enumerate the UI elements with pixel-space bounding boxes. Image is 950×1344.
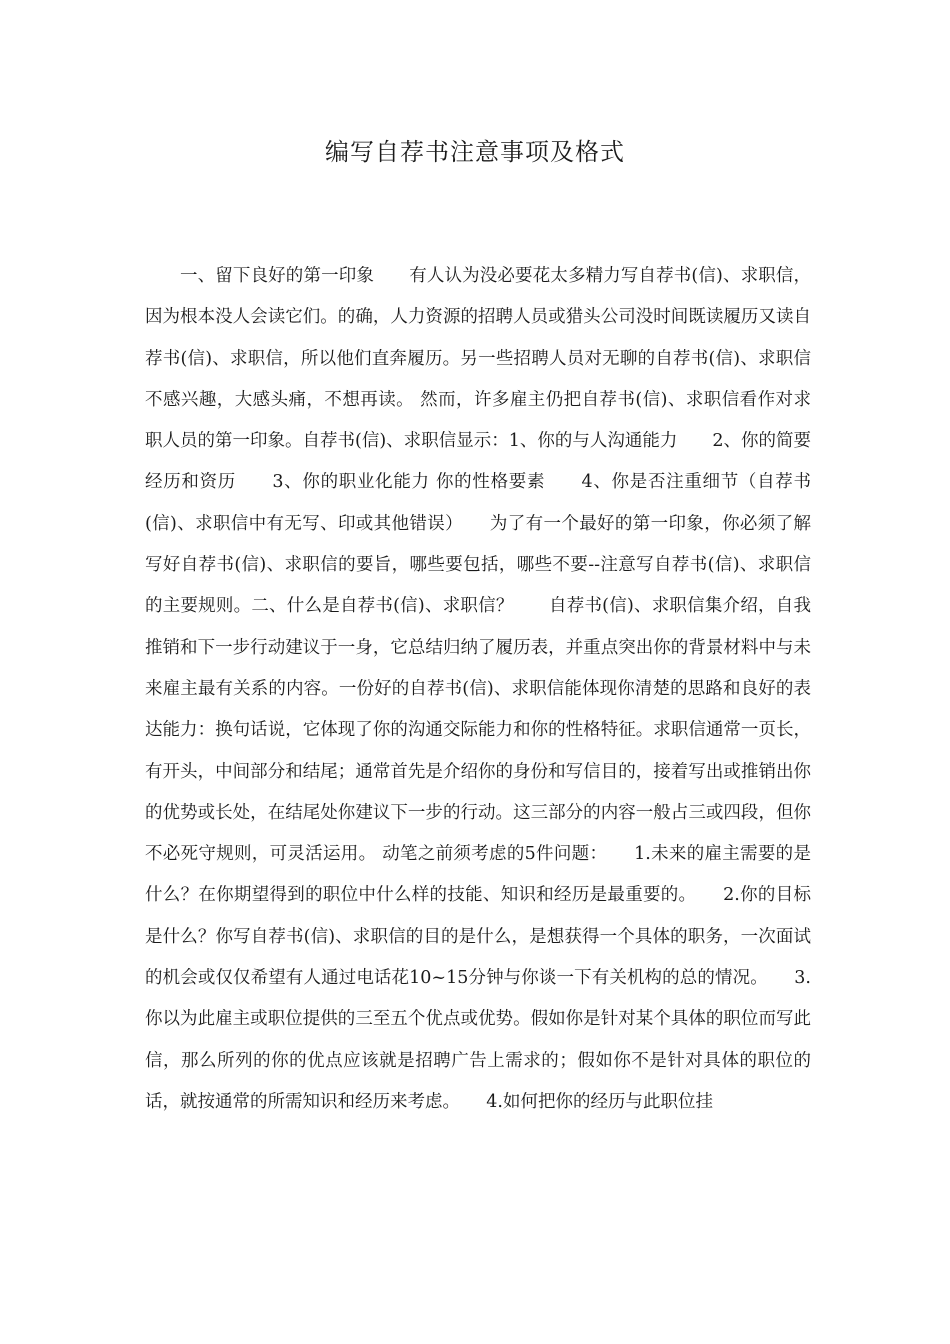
document-title: 编写自荐书注意事项及格式 <box>325 138 625 166</box>
document-body-paragraph: 一、留下良好的第一印象 有人认为没必要花太多精力写自荐书(信)、求职信，因为根本没人会读它们。的确，人力资源的招聘人员或猎头公司没时间既读履历又读自荐书(信)、求职信，所以他们直奔履历。另一些招聘人员对无聊的自荐书(信)、求职信不感兴趣，大感头痛，不想再读。 然而，许多雇主仍把自荐书(信)、求职信看作对求职人员的第一印象。自荐书(信)、求职信显示：1、你的与人沟通能力 2、你的简要经历和资历 3、你的职业化能力 你的性格要素 4、你是否注重细节（自荐书(信)、求职信中有无写、印或其他错误） 为了有一个最好的第一印象，你必须了解写好自荐书(信)、求职信的要旨，哪些要包括，哪些不要--注意写自荐书(信)、求职信的主要规则。二、什么是自荐书(信)、求职信？ 自荐书(信)、求职信集介绍，自我推销和下一步行动建议于一身，它总结归纳了履历表，并重点突出你的背景材料中与未来雇主最有关系的内容。一份好的自荐书(信)、求职信能体现你清楚的思路和良好的表达能力：换句话说，它体现了你的沟通交际能力和你的性格特征。求职信通常一页长，有开头，中间部分和结尾；通常首先是介绍你的身份和写信目的，接着写出或推销出你的优势或长处，在结尾处你建议下一步的行动。这三部分的内容一般占三或四段，但你不必死守规则，可灵活运用。 动笔之前须考虑的5件问题： 1.未来的雇主需要的是什么？在你期望得到的职位中什么样的技能、知识和经历是最重要的。 2.你的目标是什么？你写自荐书(信)、求职信的目的是什么，是想获得一个具体的职务，一次面试的机会或仅仅希望有人通过电话花10~15分钟与你谈一下有关机构的总的情况。 3.你以为此雇主或职位提供的三至五个优点或优势。假如你是针对某个具体的职位而写此信，那么所列的你的优点应该就是招聘广告上需求的；假如你不是针对具体的职位的话，就按通常的所需知识和经历来考虑。 4.如何把你的经历与此职位挂 <box>145 266 811 1112</box>
